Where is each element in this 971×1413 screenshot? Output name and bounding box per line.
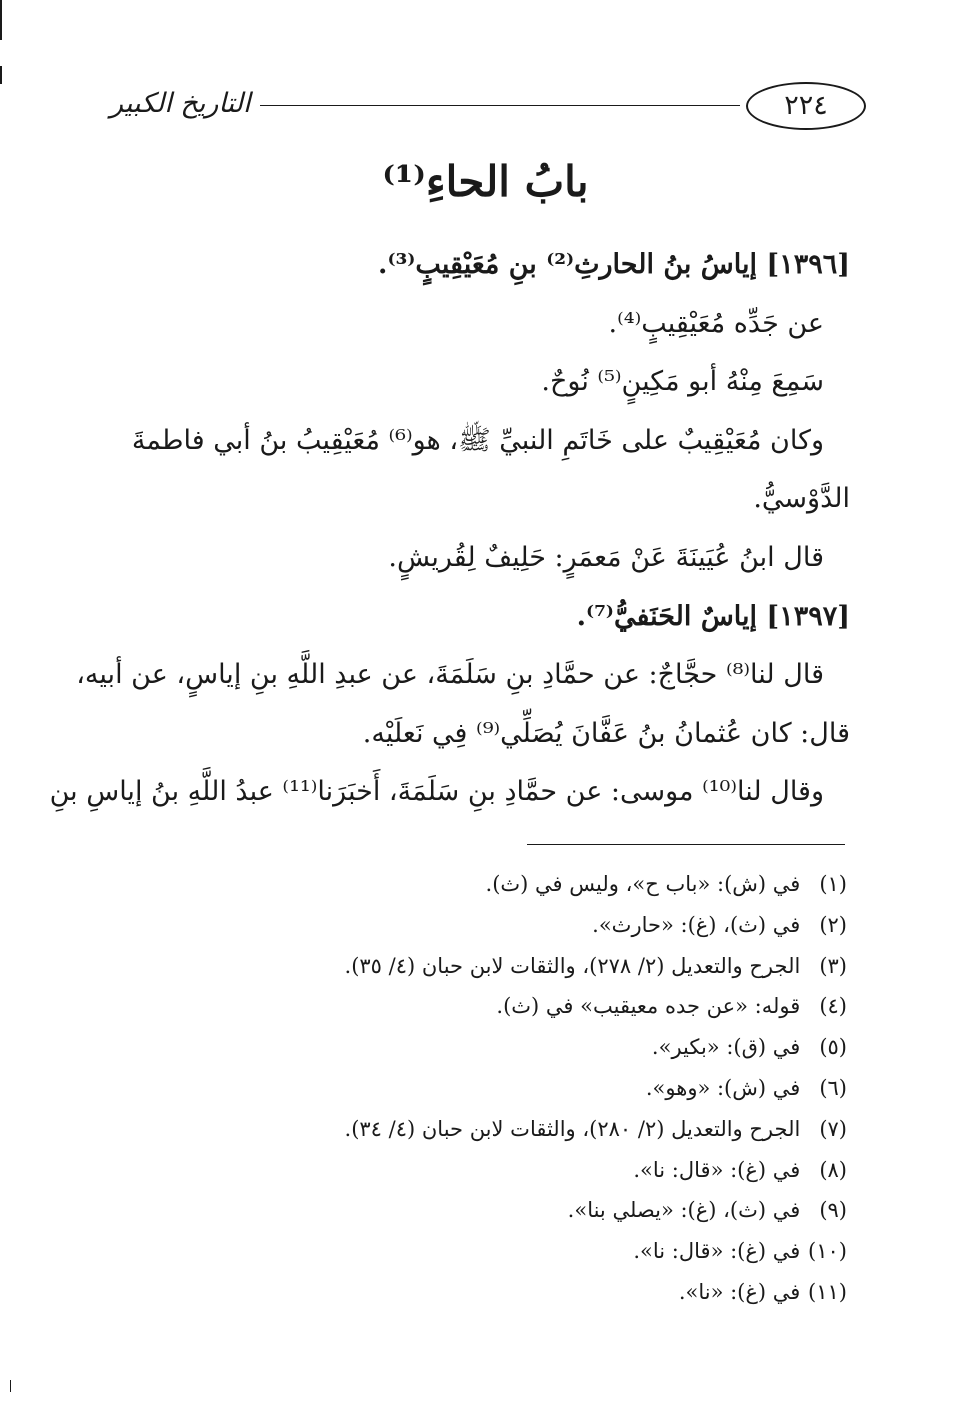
footnote-number: (٥) bbox=[819, 1035, 847, 1060]
footnote-item bbox=[207, 1231, 847, 1272]
text-line: وقال لنا⁽¹⁰⁾ موسى: عن حمَّادِ بنِ سَلَمَةَ، أَخبَرَنا⁽¹¹⁾ عبدُ اللَّهِ بنُ إياسِ بنِ bbox=[49, 776, 824, 808]
footnote-number: (١) bbox=[819, 872, 847, 896]
header-rule bbox=[260, 105, 740, 106]
page-header bbox=[108, 78, 868, 134]
footnote-separator bbox=[527, 844, 845, 845]
footnotes bbox=[207, 864, 847, 1313]
footnote-text: في (ث)، (غ): «يصلي بنا». bbox=[567, 1198, 801, 1223]
page-edge-mark bbox=[0, 66, 2, 84]
footnote-number: (٧) bbox=[819, 1116, 847, 1141]
entry-heading: [١٣٩٧] إياسٌ الحَنَفيُّ⁽⁷⁾. bbox=[576, 600, 850, 632]
footnote-text: الجرح والتعديل (٢/ ٢٧٨)، والثقات لابن حبان (٤/ ٣٥). bbox=[344, 953, 801, 978]
footnote-item bbox=[207, 946, 847, 987]
footnote-number: (٦) bbox=[819, 1075, 847, 1100]
footnote-text: في (غ): «نا». bbox=[678, 1279, 801, 1304]
book-title: التاريخ الكبير bbox=[110, 88, 251, 119]
footnote-text: في (غ): «قال: نا». bbox=[633, 1239, 801, 1264]
footnote-item bbox=[207, 1150, 847, 1191]
text-line: قال لنا⁽⁸⁾ حجَّاجٌ: عن حمَّادِ بنِ سَلَمَةَ، عن عبدِ اللَّهِ بنِ إياسٍ، عن أبيه، bbox=[76, 659, 824, 691]
footnote-number: (٤) bbox=[819, 994, 847, 1019]
footnote-item bbox=[207, 1109, 847, 1150]
footnote-number: (١١) bbox=[808, 1279, 847, 1304]
main-text bbox=[49, 236, 850, 822]
footnote-item bbox=[207, 1068, 847, 1109]
text-line: قال: كان عُثمانُ بنُ عَفَّانَ يُصَلِّي⁽⁹⁾ فِي نَعلَيْه. bbox=[362, 717, 850, 749]
footnote-item bbox=[207, 1190, 847, 1231]
footnote-text: الجرح والتعديل (٢/ ٢٨٠)، والثقات لابن حبان (٤/ ٣٤). bbox=[344, 1116, 801, 1141]
text-line: قال ابنُ عُيَينَةَ عَنْ مَعمَرٍ: حَلِيفٌ لِقُريشٍ. bbox=[388, 541, 824, 573]
text-line: سَمِعَ مِنْهُ أبو مَكِينٍ⁽⁵⁾ نُوحٌ. bbox=[541, 366, 824, 398]
footnote-item bbox=[207, 864, 847, 905]
footnote-text: في (ق): «بكير». bbox=[651, 1035, 801, 1060]
footnote-text: قوله: «عن جده معيقيب» في (ث). bbox=[496, 994, 801, 1019]
text-line: عن جَدِّه مُعَيْقِيبٍ⁽⁴⁾. bbox=[608, 307, 824, 339]
footnote-number: (٨) bbox=[819, 1157, 847, 1182]
footnote-item bbox=[207, 986, 847, 1027]
footnote-number: (٢) bbox=[819, 912, 847, 937]
footnote-number: (٩) bbox=[819, 1198, 847, 1223]
page-edge-mark bbox=[0, 0, 2, 40]
footnote-number: (٣) bbox=[819, 953, 847, 978]
page-edge-mark bbox=[10, 1380, 11, 1392]
page-number: ٢٢٤ bbox=[746, 82, 866, 130]
text-line: الدَّوْسيُّ. bbox=[753, 483, 850, 515]
footnote-item bbox=[207, 905, 847, 946]
footnote-item bbox=[207, 1272, 847, 1313]
footnote-text: في (ث)، (غ): «حارث». bbox=[592, 912, 801, 937]
text-line: وكان مُعَيْقِيبٌ على خَاتَمِ النبيِّ ﷺ، هو⁽⁶⁾ مُعَيْقِيبُ بنُ أبي فاطمةَ bbox=[131, 424, 824, 456]
footnote-text: في (غ): «قال: نا». bbox=[633, 1157, 801, 1182]
footnote-text: في (ش): «وهو». bbox=[645, 1075, 801, 1100]
footnote-item bbox=[207, 1027, 847, 1068]
entry-heading: [١٣٩٦] إياسُ بنُ الحارثِ⁽²⁾ بنِ مُعَيْقِيبٍ⁽³⁾. bbox=[378, 249, 850, 280]
chapter-title: بابُ الحاءِ⁽¹⁾ bbox=[382, 157, 589, 206]
footnote-number: (١٠) bbox=[808, 1239, 847, 1264]
footnote-text: في (ش): «باب ح»، وليس في (ث). bbox=[485, 872, 801, 896]
